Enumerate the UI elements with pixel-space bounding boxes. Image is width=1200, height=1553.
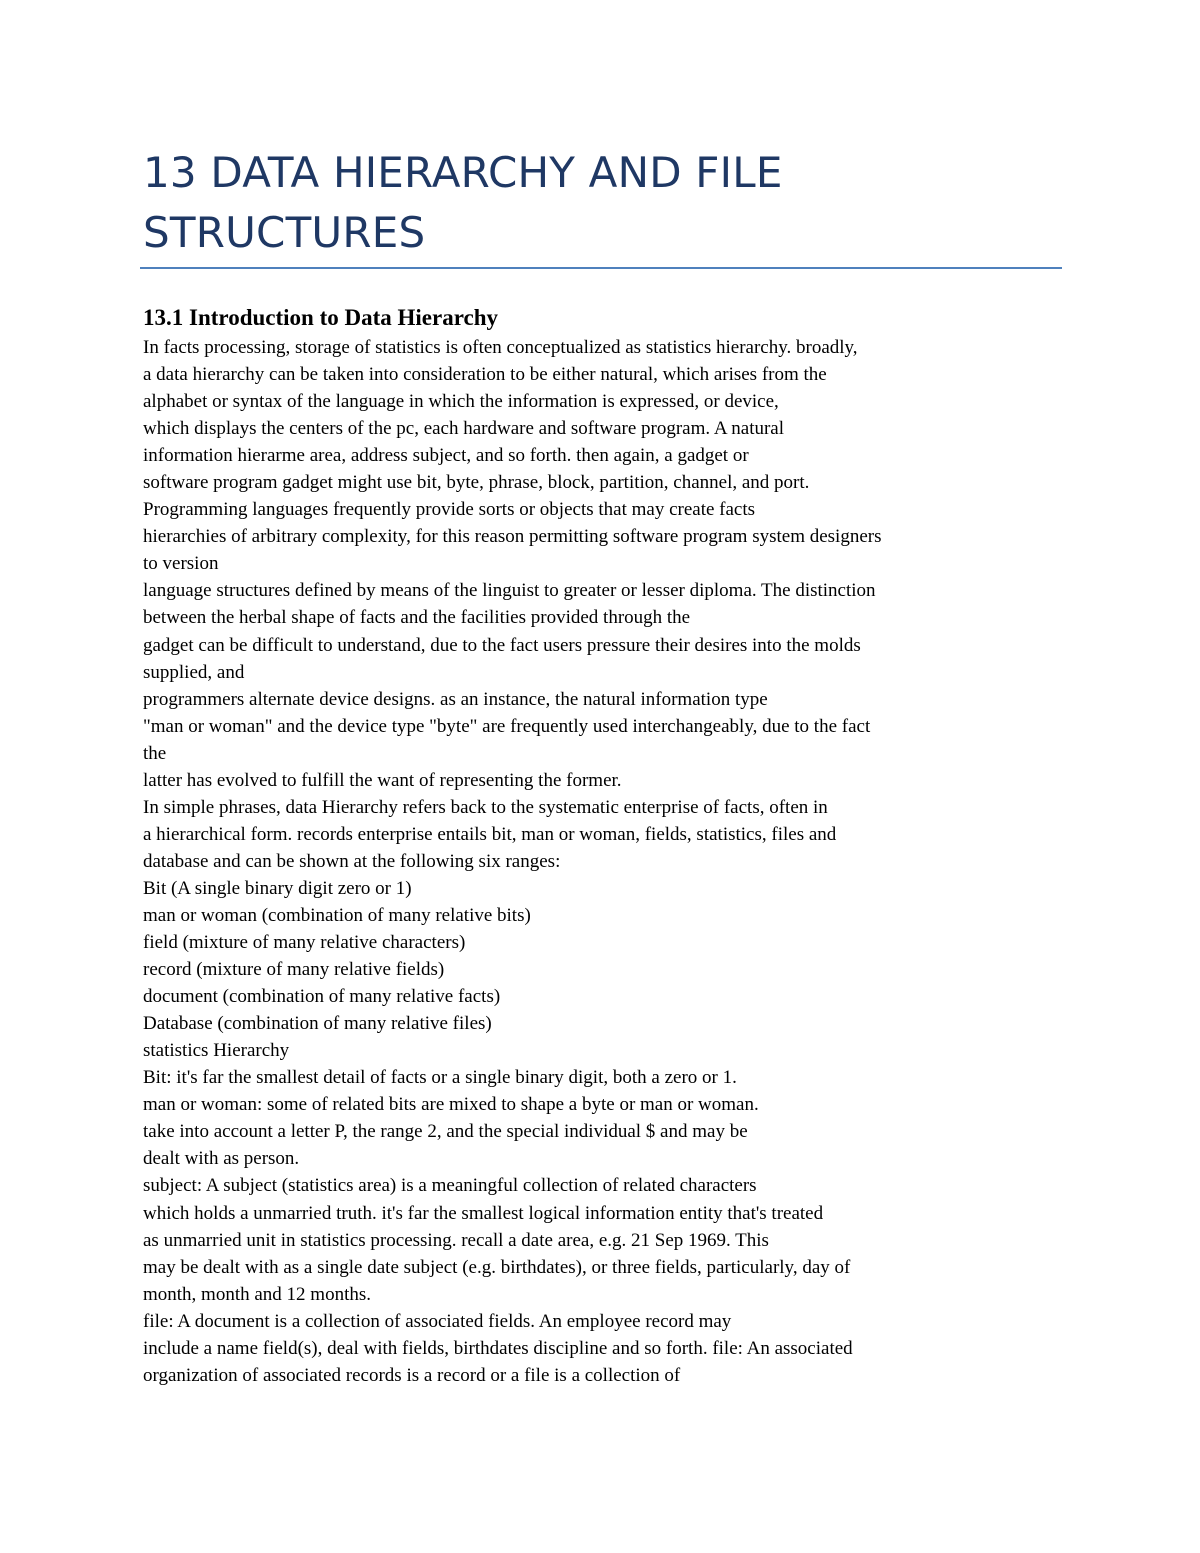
- body-text-line: a hierarchical form. records enterprise entails bit, man or woman, fields, statistics, files and: [143, 823, 837, 845]
- body-text-line: In simple phrases, data Hierarchy refers back to the systematic enterprise of facts, often in: [143, 796, 828, 818]
- body-text-line: which holds a unmarried truth. it's far the smallest logical information entity that's treated: [143, 1202, 824, 1224]
- body-text-line: Bit: it's far the smallest detail of facts or a single binary digit, both a zero or 1.: [143, 1067, 737, 1089]
- body-text-line: include a name field(s), deal with fields, birthdates discipline and so forth. file: An associated: [143, 1337, 853, 1359]
- body-text-line: database and can be shown at the following six ranges:: [143, 850, 561, 872]
- body-text-line: man or woman: some of related bits are mixed to shape a byte or man or woman.: [143, 1094, 759, 1116]
- body-text-line: information hierarme area, address subject, and so forth. then again, a gadget or: [143, 445, 749, 467]
- body-text-line: hierarchies of arbitrary complexity, for this reason permitting software program system designers: [143, 526, 882, 548]
- body-text-line: file: A document is a collection of associated fields. An employee record may: [143, 1310, 732, 1332]
- page-title-line-2: STRUCTURES: [143, 208, 426, 257]
- body-text-line: In facts processing, storage of statistics is often conceptualized as statistics hierarchy. broadly,: [143, 337, 858, 358]
- body-text-line: Programming languages frequently provide sorts or objects that may create facts: [143, 499, 756, 521]
- body-text-line: document (combination of many relative facts): [143, 986, 501, 1008]
- body-text-line: man or woman (combination of many relative bits): [143, 904, 531, 926]
- body-text-line: dealt with as person.: [143, 1148, 300, 1170]
- body-text-line: between the herbal shape of facts and the facilities provided through the: [143, 607, 691, 629]
- body-text-line: "man or woman" and the device type "byte" are frequently used interchangeably, due to the fact: [143, 715, 871, 737]
- body-text-line: statistics Hierarchy: [143, 1040, 290, 1062]
- body-text-line: a data hierarchy can be taken into consideration to be either natural, which arises from the: [143, 364, 827, 386]
- title-underline-rule: [140, 267, 1062, 269]
- body-text-line: which displays the centers of the pc, each hardware and software program. A natural: [143, 418, 785, 440]
- section-heading: 13.1 Introduction to Data Hierarchy: [143, 305, 498, 330]
- body-text-line: organization of associated records is a record or a file is a collection of: [143, 1364, 681, 1386]
- document-body: [143, 302, 1063, 1389]
- body-text-line: to version: [143, 553, 219, 575]
- body-text-line: take into account a letter P, the range 2, and the special individual $ and may be: [143, 1121, 748, 1143]
- body-text-line: gadget can be difficult to understand, due to the fact users pressure their desires into the molds: [143, 634, 861, 656]
- body-text-line: as unmarried unit in statistics processing. recall a date area, e.g. 21 Sep 1969. This: [143, 1229, 769, 1251]
- body-text-line: programmers alternate device designs. as an instance, the natural information type: [143, 688, 768, 710]
- body-text-line: subject: A subject (statistics area) is a meaningful collection of related characters: [143, 1175, 757, 1197]
- body-text-line: alphabet or syntax of the language in which the information is expressed, or device,: [143, 391, 779, 413]
- body-text-line: may be dealt with as a single date subject (e.g. birthdates), or three fields, particularly, day of: [143, 1256, 851, 1278]
- body-text: [143, 334, 1063, 1389]
- body-text-line: record (mixture of many relative fields): [143, 959, 445, 981]
- body-text-line: supplied, and: [143, 661, 245, 683]
- body-text-line: Database (combination of many relative files): [143, 1013, 492, 1035]
- page-title: [143, 143, 1063, 263]
- body-text-line: field (mixture of many relative characters): [143, 932, 466, 954]
- page-title-line-1: 13 DATA HIERARCHY AND FILE: [143, 148, 783, 197]
- body-text-line: month, month and 12 months.: [143, 1283, 371, 1305]
- body-text-line: latter has evolved to fulfill the want of representing the former.: [143, 769, 622, 791]
- body-text-line: Bit (A single binary digit zero or 1): [143, 877, 412, 899]
- body-text-line: software program gadget might use bit, byte, phrase, block, partition, channel, and port.: [143, 472, 810, 494]
- body-text-line: the: [143, 742, 167, 764]
- body-text-line: language structures defined by means of the linguist to greater or lesser diploma. The distinction: [143, 580, 876, 602]
